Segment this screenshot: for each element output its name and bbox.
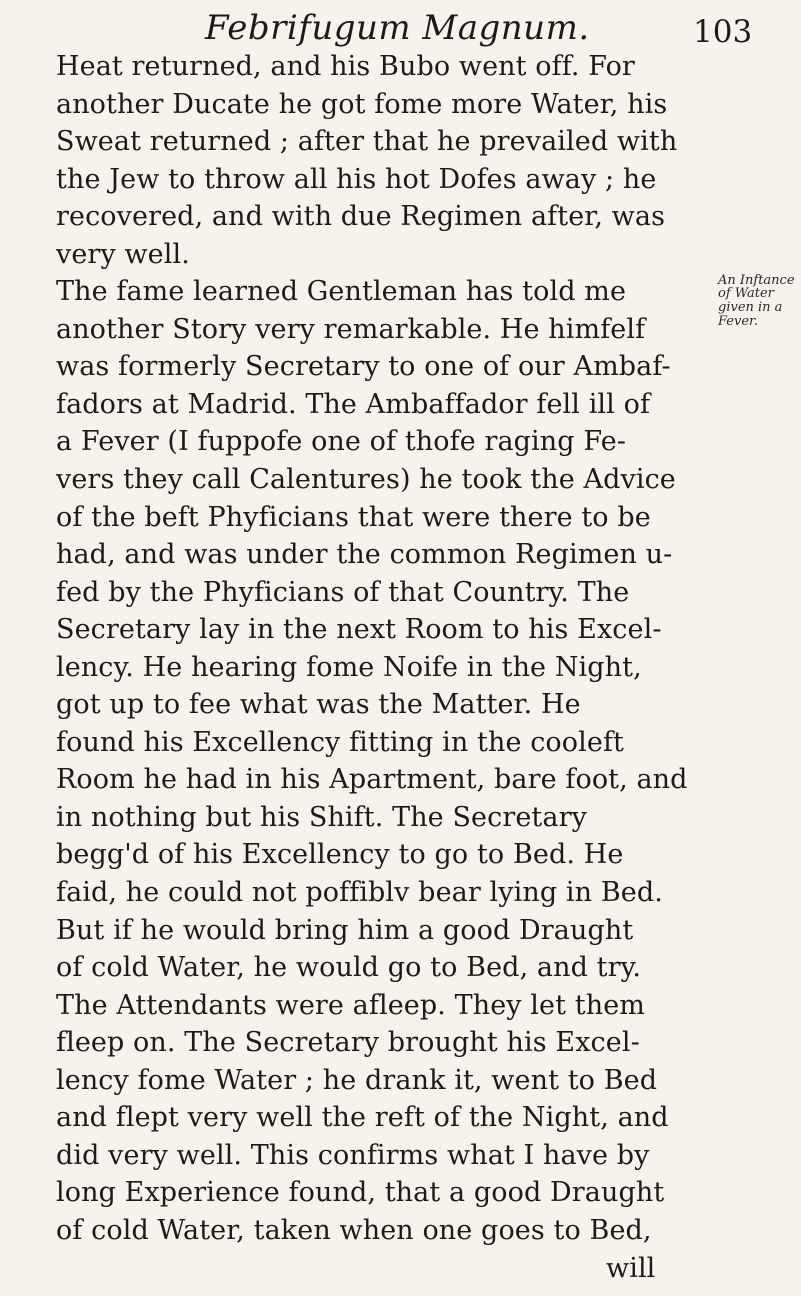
text-line: did very well. This confirms what I have by: [56, 1139, 650, 1171]
text-line: fed by the Phyficians of that Country. The: [56, 576, 630, 608]
text-line: Secretary lay in the next Room to his Excel-: [56, 614, 662, 646]
text-line: got up to fee what was the Matter. He: [56, 689, 581, 721]
text-line: vers they call Calentures) he took the Advice: [56, 464, 676, 496]
page-header: [0, 8, 801, 48]
text-line: and flept very well the reft of the Night, and: [56, 1102, 669, 1134]
margin-note-line: Fever.: [718, 314, 758, 329]
text-line: fleep on. The Secretary brought his Excel-: [56, 1027, 640, 1059]
text-line: of cold Water, taken when one goes to Bed,: [56, 1214, 652, 1246]
body-text: [56, 48, 716, 1287]
text-line: a Fever (I fuppofe one of thofe raging Fe-: [56, 426, 626, 458]
text-line: of the beft Phyficians that were there to be: [56, 501, 651, 533]
catchword: will: [606, 1252, 656, 1284]
page-number: 103: [693, 14, 753, 50]
text-line: begg'd of his Excellency to go to Bed. He: [56, 839, 624, 871]
text-line: Room he had in his Apartment, bare foot, and: [56, 764, 688, 796]
text-line: long Experience found, that a good Draught: [56, 1177, 665, 1209]
running-title: Febrifugum Magnum.: [205, 8, 590, 48]
text-line: of cold Water, he would go to Bed, and try.: [56, 952, 642, 984]
text-line: But if he would bring him a good Draught: [56, 914, 634, 946]
text-line: had, and was under the common Regimen u-: [56, 539, 673, 571]
text-line: The fame learned Gentleman has told me: [56, 276, 627, 308]
text-line: another Story very remarkable. He himfelf: [56, 313, 646, 345]
text-line: Sweat returned ; after that he prevailed with: [56, 126, 678, 158]
text-line: lency. He hearing fome Noife in the Night,: [56, 651, 642, 683]
text-line: The Attendants were afleep. They let them: [56, 989, 645, 1021]
text-line: lency fome Water ; he drank it, went to Bed: [56, 1064, 658, 1096]
margin-note-line: An Inftance: [718, 273, 795, 288]
text-line: very well.: [56, 238, 190, 270]
text-line: the Jew to throw all his hot Dofes away ; he: [56, 163, 657, 195]
text-line: was formerly Secretary to one of our Ambaf-: [56, 351, 671, 383]
margin-note-line: of Water: [718, 286, 774, 301]
margin-note-line: given in a: [718, 300, 783, 315]
text-line: fadors at Madrid. The Ambaffador fell ill of: [56, 388, 651, 420]
text-line: found his Excellency fitting in the cooleft: [56, 726, 625, 758]
text-line: faid, he could not poffiblv bear lying in Bed.: [56, 877, 663, 909]
text-line: in nothing but his Shift. The Secretary: [56, 801, 587, 833]
text-line: recovered, and with due Regimen after, was: [56, 201, 666, 233]
text-line: Heat returned, and his Bubo went off. For: [56, 51, 635, 82]
text-line: another Ducate he got fome more Water, his: [56, 88, 668, 120]
